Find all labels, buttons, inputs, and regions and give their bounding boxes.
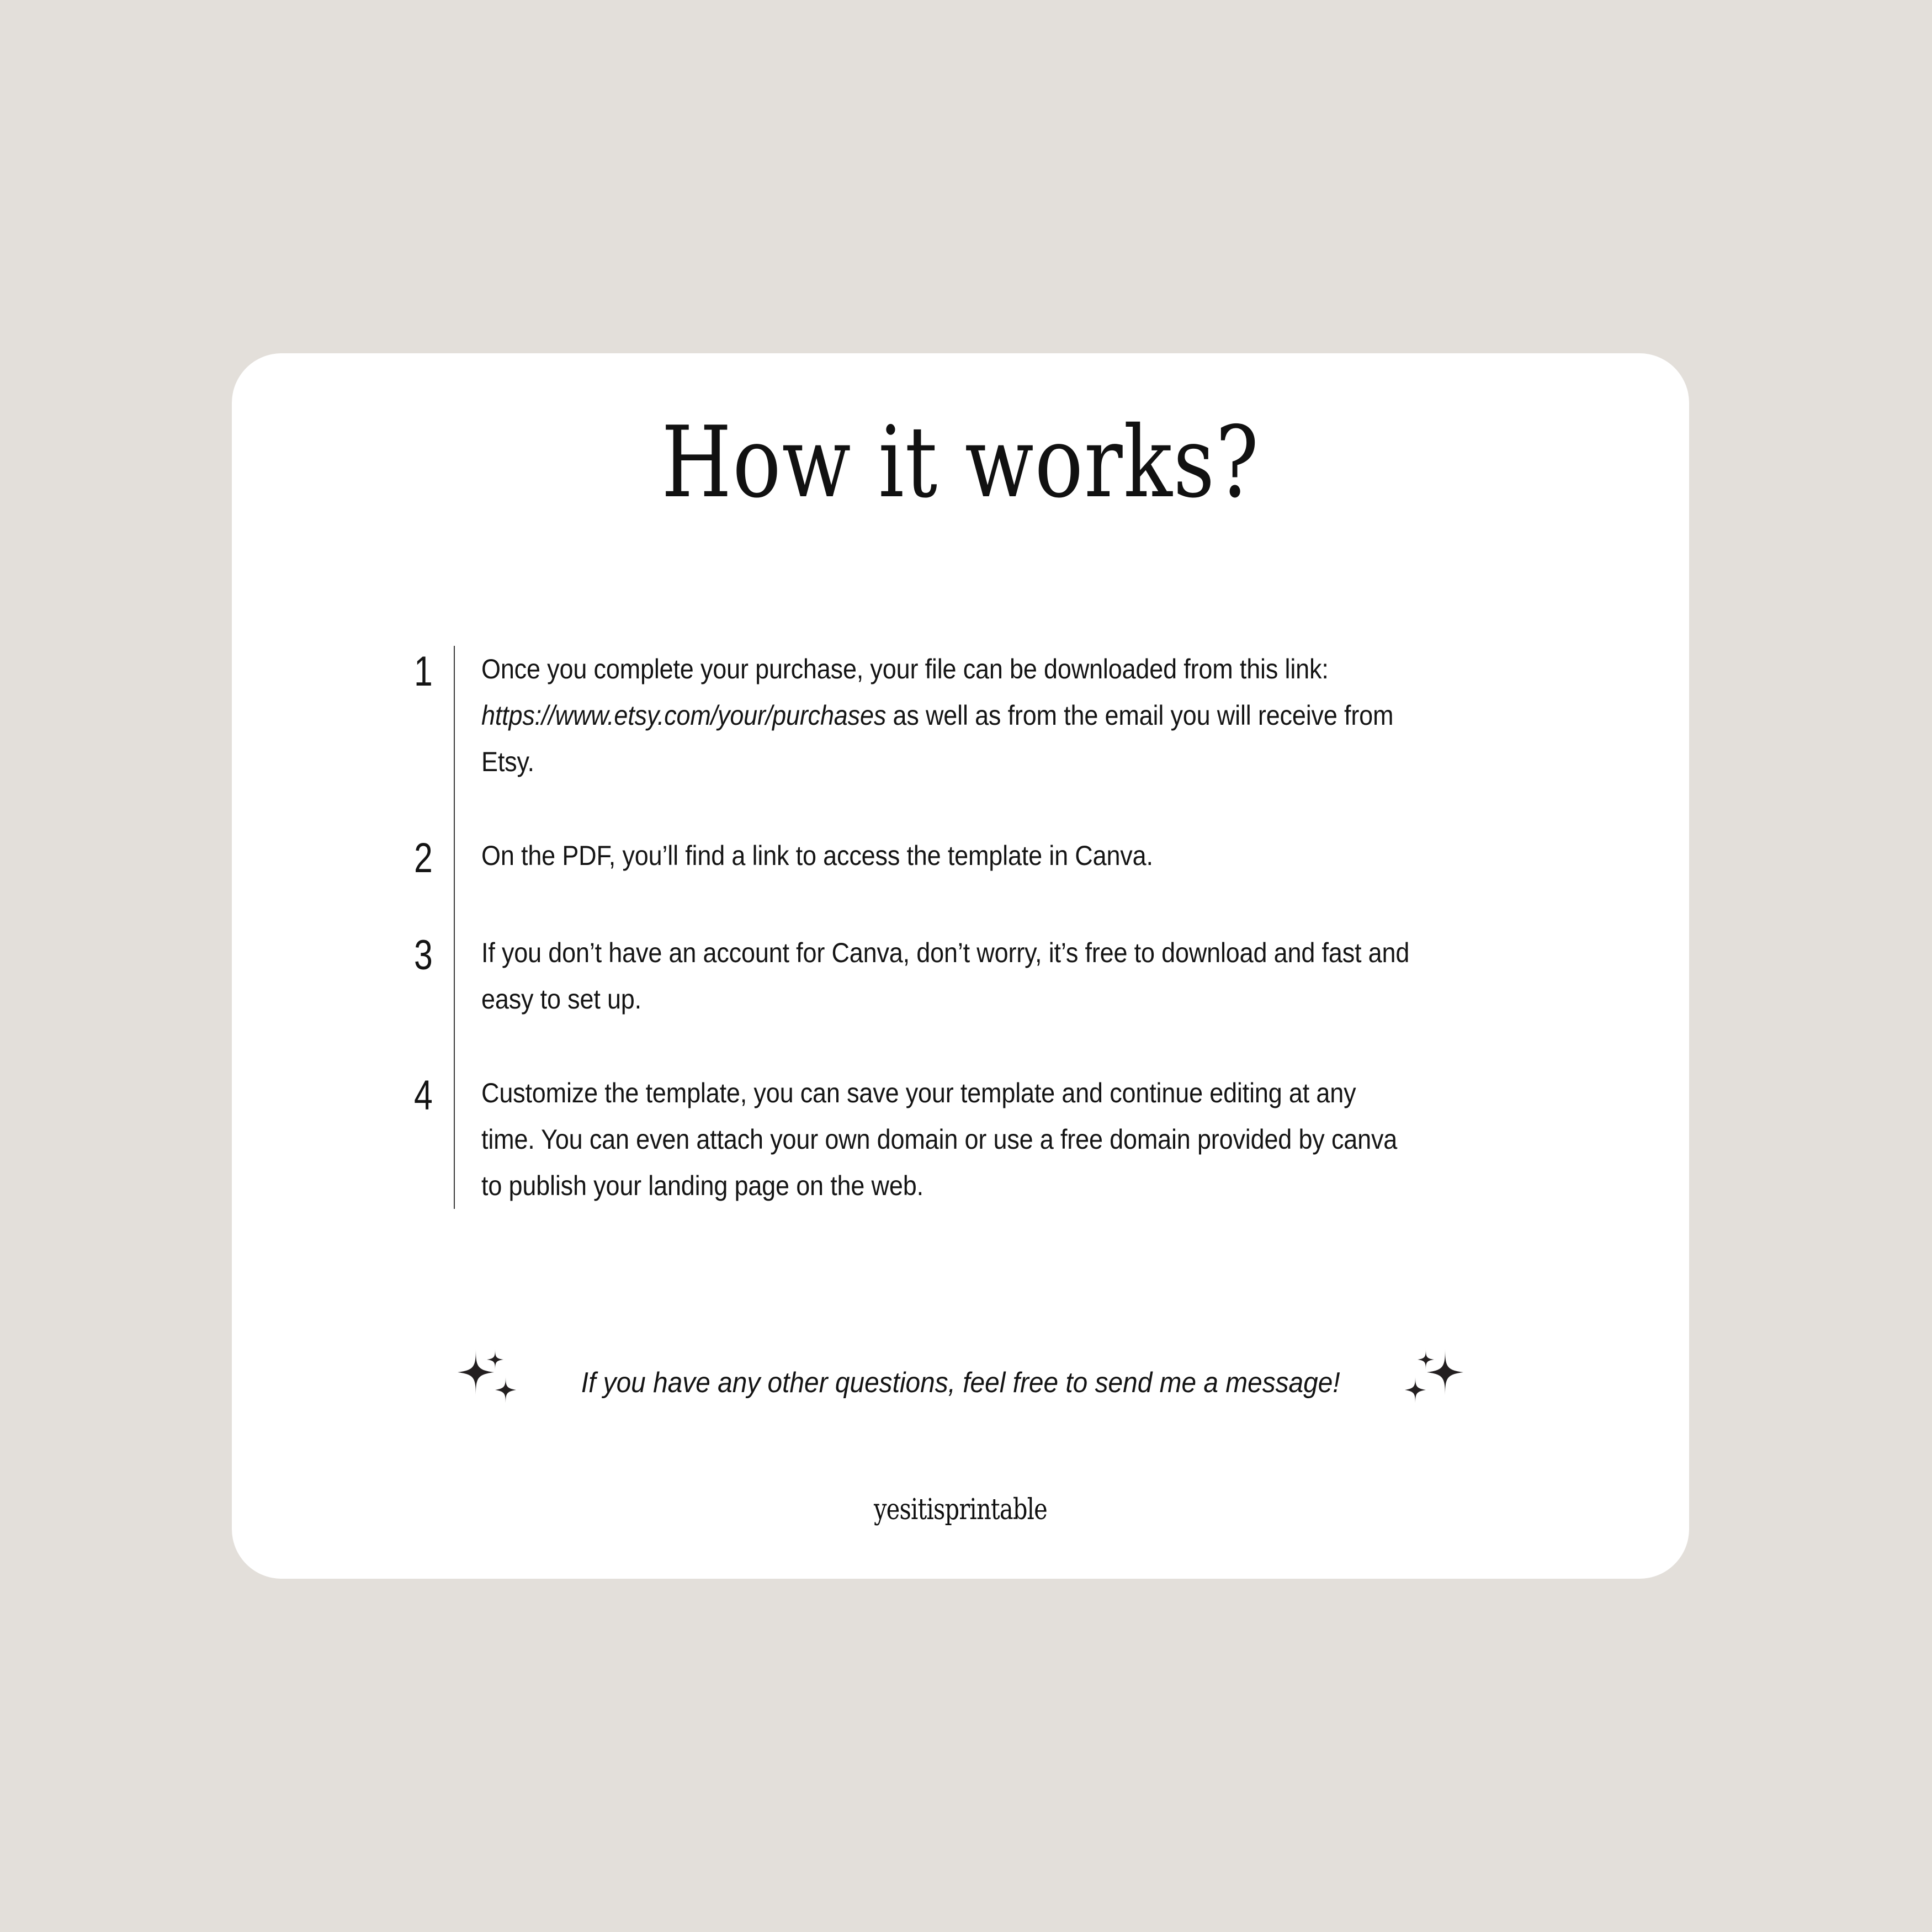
step-text: If you don’t have an account for Canva, don’t worry, it’s free to download and fast and easy to set up. <box>481 937 1410 1015</box>
spacer-number-col <box>414 1022 454 1070</box>
spacer-text-col <box>481 882 1518 930</box>
steps-list <box>414 646 1518 1209</box>
step-divider <box>454 832 455 882</box>
brand-wordmark: yesitisprintable <box>873 1493 1048 1526</box>
closing-note <box>232 1341 1689 1424</box>
spacer-number-col <box>414 785 454 832</box>
step-text-url: https://www.etsy.com/your/purchases <box>481 700 887 731</box>
step-text-lead: Once you complete your purchase, your file can be downloaded from this link: <box>481 654 1329 684</box>
step-spacer <box>414 785 1518 832</box>
spacer-divider <box>454 1022 455 1070</box>
step-number: 3 <box>414 932 433 979</box>
step-number: 1 <box>414 648 433 695</box>
step-divider <box>454 930 455 1022</box>
step-number: 4 <box>414 1072 433 1119</box>
step-item-1 <box>414 646 1518 785</box>
step-number: 2 <box>414 835 433 882</box>
closing-note-text: If you have any other questions, feel free to send me a message! <box>581 1367 1340 1399</box>
step-divider <box>454 1070 455 1209</box>
info-card <box>232 353 1689 1579</box>
spacer-number-col <box>414 882 454 930</box>
step-item-3 <box>414 930 1518 1022</box>
step-item-4 <box>414 1070 1518 1209</box>
sparkles-icon <box>1385 1341 1468 1424</box>
spacer-text-col <box>481 1022 1518 1070</box>
step-text-tail: as well as from the email you will receive from Etsy. <box>481 700 1394 777</box>
spacer-divider <box>454 882 455 930</box>
step-text: On the PDF, you’ll find a link to access the template in Canva. <box>481 840 1153 871</box>
step-text <box>481 646 1414 785</box>
page-title: How it works? <box>661 405 1260 519</box>
sparkles-icon <box>453 1341 536 1424</box>
step-spacer <box>414 882 1518 930</box>
spacer-text-col <box>481 785 1518 832</box>
step-spacer <box>414 1022 1518 1070</box>
spacer-divider <box>454 785 455 832</box>
step-item-2 <box>414 832 1518 882</box>
step-divider <box>454 646 455 785</box>
step-text: Customize the template, you can save your template and continue editing at any time. You can even attach your own domain or use a free domain provided by canva to publish your landing page on the web. <box>481 1078 1398 1201</box>
